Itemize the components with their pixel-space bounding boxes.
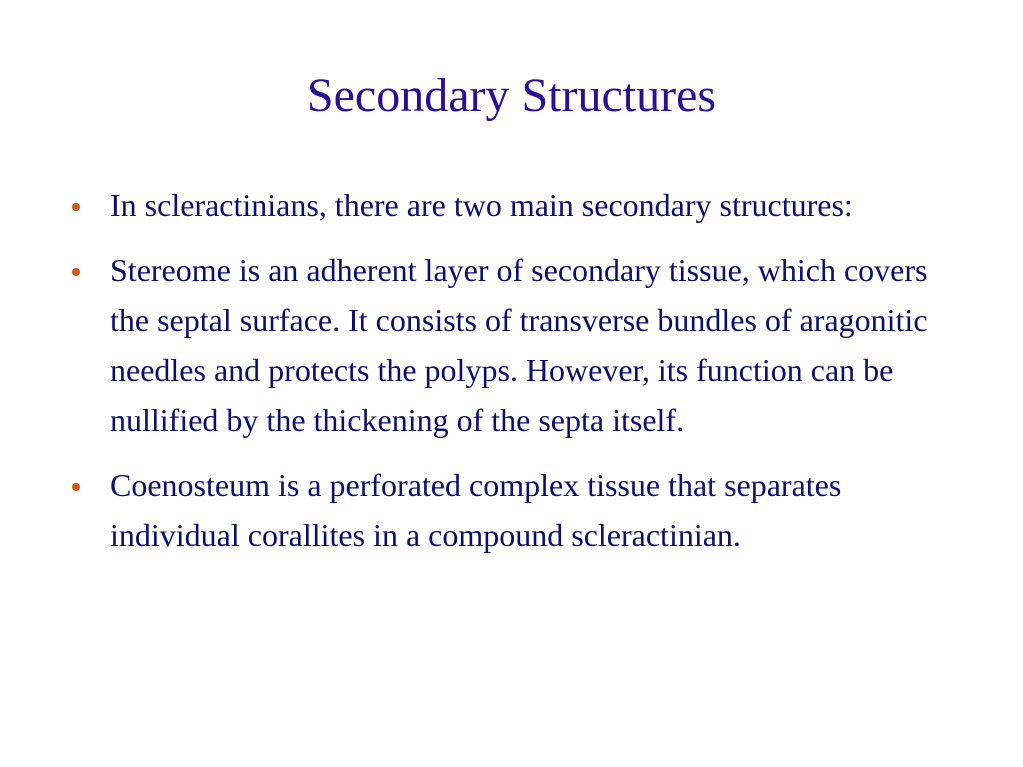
bullet-dot-icon xyxy=(72,203,80,211)
bullet-dot-icon xyxy=(72,268,80,276)
bullet-dot-icon xyxy=(72,483,80,491)
bullet-item-coenosteum xyxy=(72,460,952,560)
bullet-item-intro xyxy=(72,180,952,230)
bullet-list xyxy=(72,180,952,575)
slide-title: Secondary Structures xyxy=(306,69,717,122)
bullet-item-stereome xyxy=(72,245,952,445)
bullet-text: In scleractinians, there are two main secondary structures: xyxy=(110,187,853,223)
bullet-text: Coenosteum is a perforated complex tissue that separates individual corallites in a compound scleractinian. xyxy=(110,467,842,553)
bullet-text: Stereome is an adherent layer of secondary tissue, which covers the septal surface. It consists of transverse bundles of aragonitic needles and protects the polyps. However, its function can be nullified by the thickening of the septa itself. xyxy=(110,252,928,438)
